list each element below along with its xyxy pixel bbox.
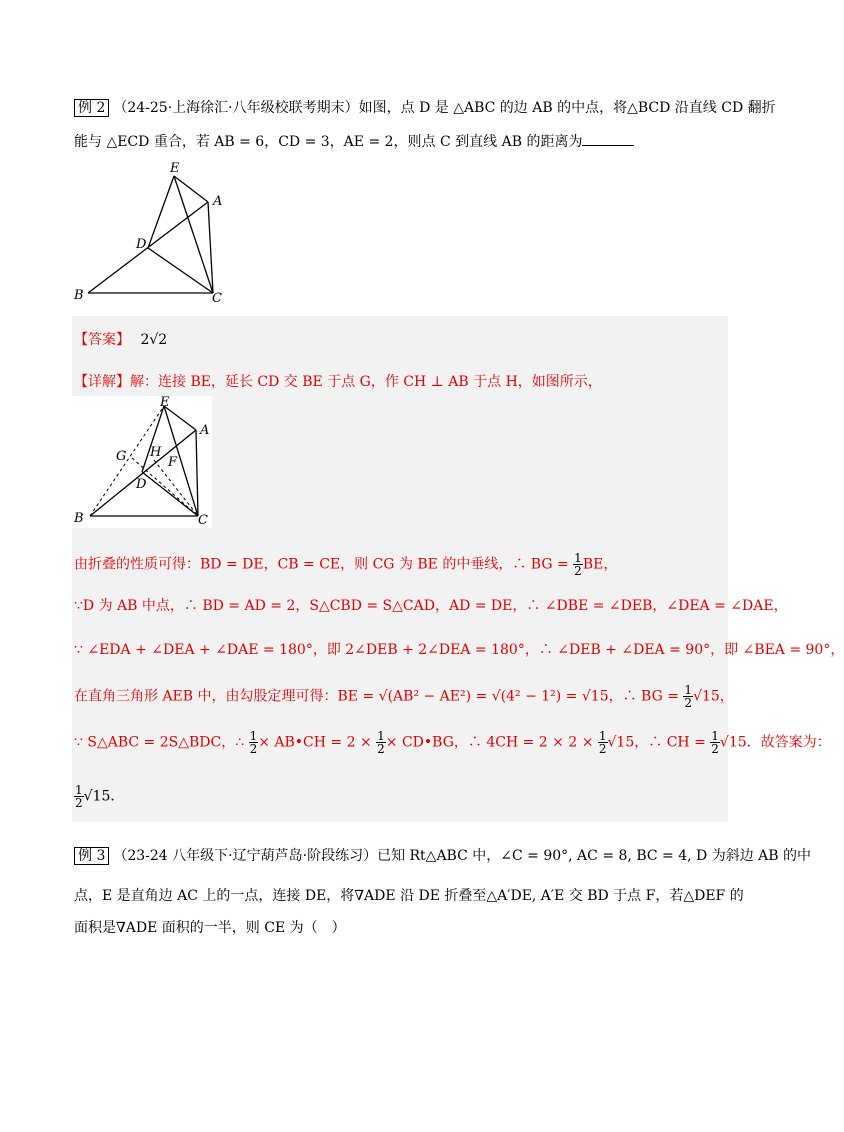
label-A: A (213, 194, 223, 209)
detail-line-3: ∵ ∠EDA + ∠DEA + ∠DAE = 180°，即 2∠DEB + 2∠DEA = 180°，∴ ∠DEB + ∠DEA = 90°，即 ∠BEA = 90°， (74, 642, 844, 658)
detail-intro-line: 【详解】解：连接 BE，延长 CD 交 BE 于点 G，作 CH ⊥ AB 于点 H，如图所示， (74, 374, 602, 390)
example2-figure (70, 160, 230, 305)
example2-line1: 例 2 （24-25·上海徐汇·八年级校联考期末）如图，点 D 是 △ABC 的边 AB 的中点，将△BCD 沿直线 CD 翻折 (74, 98, 776, 118)
detail-line-6: $\frac{1}{2}$ √15． (75, 783, 125, 810)
label-B: B (74, 288, 84, 303)
detail-line-5: ∵ S△ABC = 2S△BDC，∴ $\frac{1}{2}$ × AB•CH = 2 × $\frac{1}{2}$ × CD•BG，∴ 4CH = 2 × 2 × $\frac{1}{2}$ √15，∴ CH = $\frac{1}{2}$ √15．故答案为： (74, 729, 831, 756)
example-tag: 例 2 (74, 99, 109, 117)
detail-line-4: 在直角三角形 AEB 中，由勾股定理可得：BE = √(AB² − AE²) = √(4² − 1²) = √15，∴ BG = $\frac{1}{2}$ √15， (74, 683, 734, 710)
example3-line1: 例 3 （23-24 八年级下·辽宁葫芦岛·阶段练习）已知 Rt△ABC 中，∠C = 90°, AC = 8, BC = 4, D 为斜边 AB 的中 (74, 846, 811, 866)
answer-blank (582, 131, 634, 146)
detail-label-C: C (198, 513, 208, 528)
fraction: $\frac{1}{2}$ (574, 551, 582, 578)
fraction: $\frac{1}{2}$ (249, 729, 258, 756)
answer-line: 【答案】 2√2 (74, 332, 168, 348)
fraction: $\frac{1}{2}$ (711, 729, 719, 756)
fraction: $\frac{1}{2}$ (75, 783, 83, 810)
detail-label-A: A (200, 423, 210, 438)
detail-label-E: E (160, 395, 170, 410)
label-D: D (136, 237, 147, 252)
example-tag: 例 3 (74, 847, 109, 865)
label-E: E (170, 161, 180, 176)
detail-label-H: H (150, 445, 162, 460)
detail-figure (72, 396, 212, 528)
detail-label-F: F (168, 455, 178, 470)
example3-line3: 面积是∇ADE 面积的一半，则 CE 为（ ） (74, 920, 346, 936)
answer-value: 2√2 (140, 332, 168, 348)
fraction: $\frac{1}{2}$ (598, 729, 607, 756)
fraction: $\frac{1}{2}$ (377, 729, 385, 756)
detail-label-B: B (74, 511, 84, 526)
example2-line2: 能与 △ECD 重合，若 AB = 6，CD = 3，AE = 2，则点 C 到直线 AB 的距离为 (74, 131, 634, 152)
detail-line-1: 由折叠的性质可得：BD = DE，CB = CE，则 CG 为 BE 的中垂线，∴ BG = $\frac{1}{2}$ BE， (74, 551, 618, 578)
detail-label-D: D (136, 477, 147, 492)
fraction: $\frac{1}{2}$ (684, 683, 693, 710)
detail-line-2: ∵D 为 AB 中点，∴ BD = AD = 2，S△CBD = S△CAD，AD = DE，∴ ∠DBE = ∠DEB，∠DEA = ∠DAE， (74, 598, 788, 614)
example3-line2: 点，E 是直角边 AC 上的一点，连接 DE，将∇ADE 沿 DE 折叠至△A′DE, A′E 交 BD 于点 F，若△DEF 的 (74, 888, 744, 904)
detail-label-G: G (116, 449, 127, 464)
label-C: C (212, 291, 222, 306)
